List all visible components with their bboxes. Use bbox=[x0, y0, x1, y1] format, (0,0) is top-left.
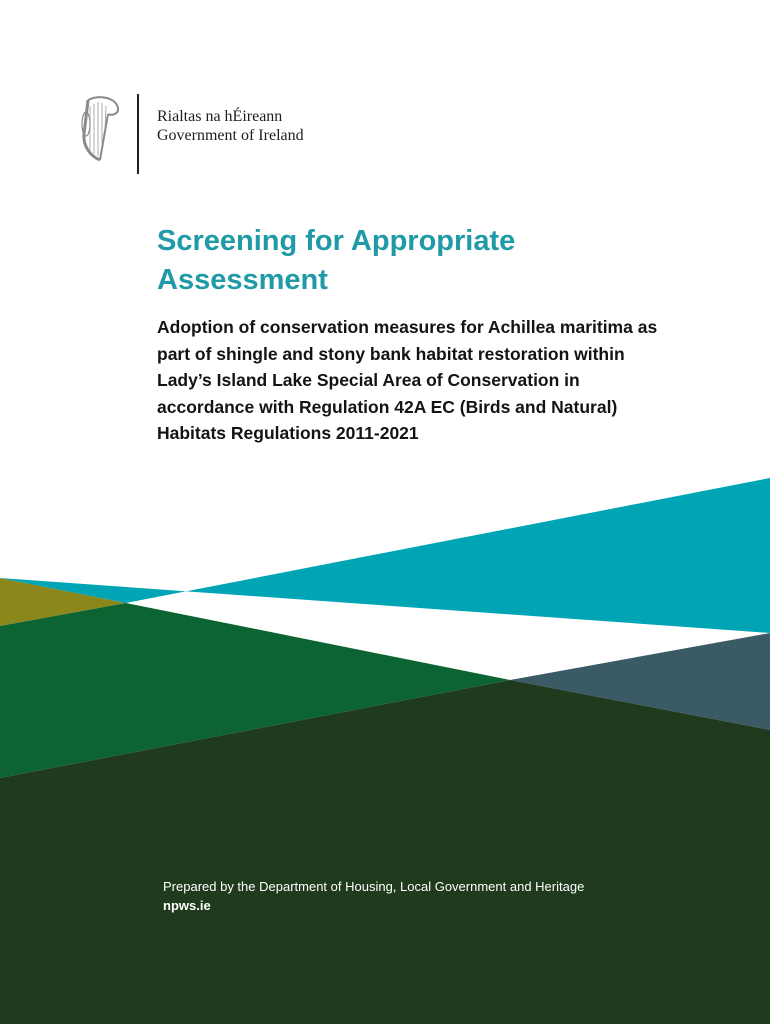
prepared-by-text: Prepared by the Department of Housing, Local Government and Heritage bbox=[163, 879, 585, 894]
document-subtitle: Adoption of conservation measures for Achillea maritima as part of shingle and stony bank habitat restoration within Lady’s Island Lake Special Area of Conservation in accordance with Regulation 42A EC (Birds and Natural) Habitats Regulations 2011-2021 bbox=[157, 317, 658, 443]
government-name-english: Government of Ireland bbox=[157, 127, 304, 144]
document-title: Screening for Appropriate Assessment bbox=[157, 225, 516, 296]
harp-icon bbox=[78, 94, 122, 164]
government-name-irish: Rialtas na hÉireann bbox=[157, 108, 283, 125]
website-link[interactable]: npws.ie bbox=[163, 898, 211, 913]
cover-footer bbox=[163, 877, 683, 915]
government-logo bbox=[78, 94, 348, 174]
logo-divider bbox=[137, 94, 139, 174]
